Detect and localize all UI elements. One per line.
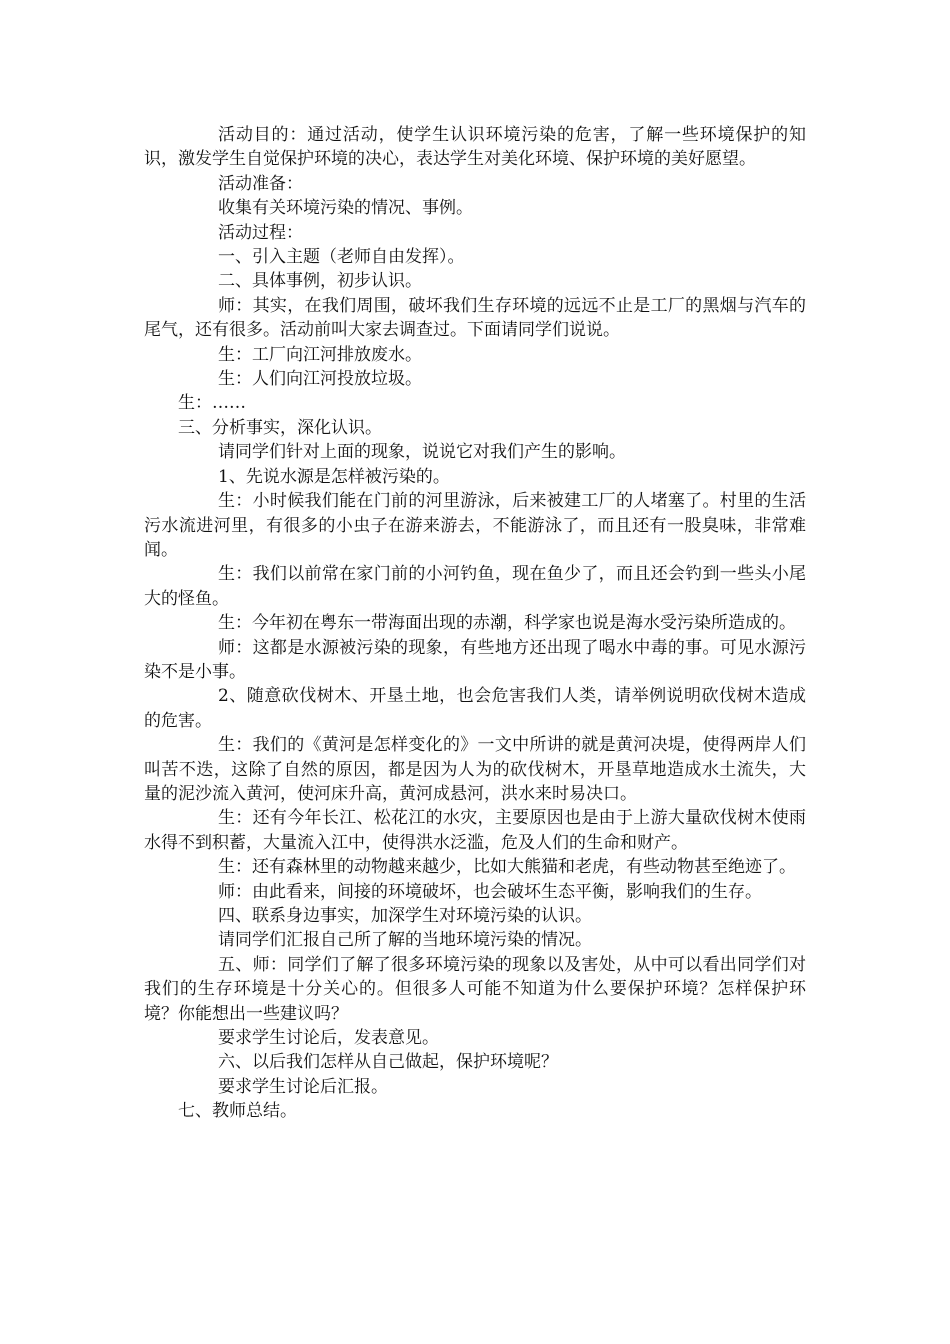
paragraph-step-two: 二、具体事例，初步认识。 (218, 271, 422, 292)
paragraph-step-one: 一、引入主题（老师自由发挥）。 (218, 247, 465, 268)
paragraph-student-fishing: 生：我们以前常在家门前的小河钓鱼，现在鱼少了，而且还会钓到一些头小尾大的怪鱼。 (144, 564, 806, 609)
paragraph-preparation-heading: 活动准备： (218, 173, 303, 194)
paragraph-local-report: 请同学们汇报自己所了解的当地环境污染的情况。 (218, 930, 592, 951)
paragraph-teacher-water-pollution: 师：这都是水源被污染的现象，有些地方还出现了喝水中毒的事。可见水源污染不是小事。 (144, 637, 806, 682)
paragraph-deforestation: 2、随意砍伐树木、开垦土地，也会危害我们人类，请举例说明砍伐树木造成的危害。 (144, 686, 806, 731)
paragraph-student-swimming: 生：小时候我们能在门前的河里游泳，后来被建工厂的人堵塞了。村里的生活污水流进河里，有很多的小虫子在游来游去，不能游泳了，而且还有一股臭味，非常难闻。 (144, 491, 806, 560)
paragraph-step-five: 五、师：同学们了解了很多环境污染的现象以及害处，从中可以看出同学们对我们的生存环境是十分关心的。但很多人可能不知道为什么要保护环境？怎样保护环境？你能想出一些建议吗？ (144, 954, 806, 1024)
paragraph-student-waste-water: 生：工厂向江河排放废水。 (218, 344, 422, 365)
document-body (144, 123, 806, 1124)
paragraph-teacher-intro: 师：其实，在我们周围，破坏我们生存环境的远远不止是工厂的黑烟与汽车的尾气，还有很多。活动前叫大家去调查过。下面请同学们说说。 (144, 295, 806, 341)
paragraph-step-three: 三、分析事实，深化认识。 (178, 417, 382, 438)
paragraph-objective: 活动目的：通过活动，使学生认识环境污染的危害，了解一些环境保护的知识，激发学生自觉保护环境的决心，表达学生对美化环境、保护环境的美好愿望。 (144, 125, 806, 170)
paragraph-discussion-opinion: 要求学生讨论后，发表意见。 (218, 1028, 439, 1049)
paragraph-step-six: 六、以后我们怎样从自己做起，保护环境呢？ (218, 1052, 558, 1073)
paragraph-analysis-instruction: 请同学们针对上面的现象，说说它对我们产生的影响。 (218, 442, 626, 463)
paragraph-preparation: 收集有关环境污染的情况、事例。 (218, 198, 473, 219)
paragraph-student-animals: 生：还有森林里的动物越来越少，比如大熊猫和老虎，有些动物甚至绝迹了。 (218, 857, 796, 878)
paragraph-teacher-ecology: 师：由此看来，间接的环境破坏，也会破坏生态平衡，影响我们的生存。 (218, 881, 762, 902)
paragraph-student-red-tide: 生：今年初在粤东一带海面出现的赤潮，科学家也说是海水受污染所造成的。 (218, 613, 796, 634)
paragraph-student-yellow-river: 生：我们的《黄河是怎样变化的》一文中所讲的就是黄河决堤，使得两岸人们叫苦不迭，这除了自然的原因，都是因为人为的砍伐树木，开垦草地造成水土流失，大量的泥沙流入黄河，使河床升高，黄河成悬河，洪水来时易决口。 (144, 735, 806, 804)
paragraph-student-ellipsis: 生：…… (178, 393, 246, 414)
paragraph-step-seven: 七、教师总结。 (178, 1101, 297, 1122)
paragraph-discussion-report: 要求学生讨论后汇报。 (218, 1076, 388, 1097)
paragraph-process-heading: 活动过程： (218, 222, 303, 243)
paragraph-step-four: 四、联系身边事实，加深学生对环境污染的认识。 (218, 906, 592, 926)
paragraph-student-floods: 生：还有今年长江、松花江的水灾，主要原因也是由于上游大量砍伐树木使雨水得不到积蓄，大量流入江中，使得洪水泛滥，危及人们的生命和财产。 (144, 808, 806, 853)
paragraph-water-source: 1、先说水源是怎样被污染的。 (218, 466, 450, 487)
paragraph-student-garbage: 生：人们向江河投放垃圾。 (218, 369, 422, 390)
